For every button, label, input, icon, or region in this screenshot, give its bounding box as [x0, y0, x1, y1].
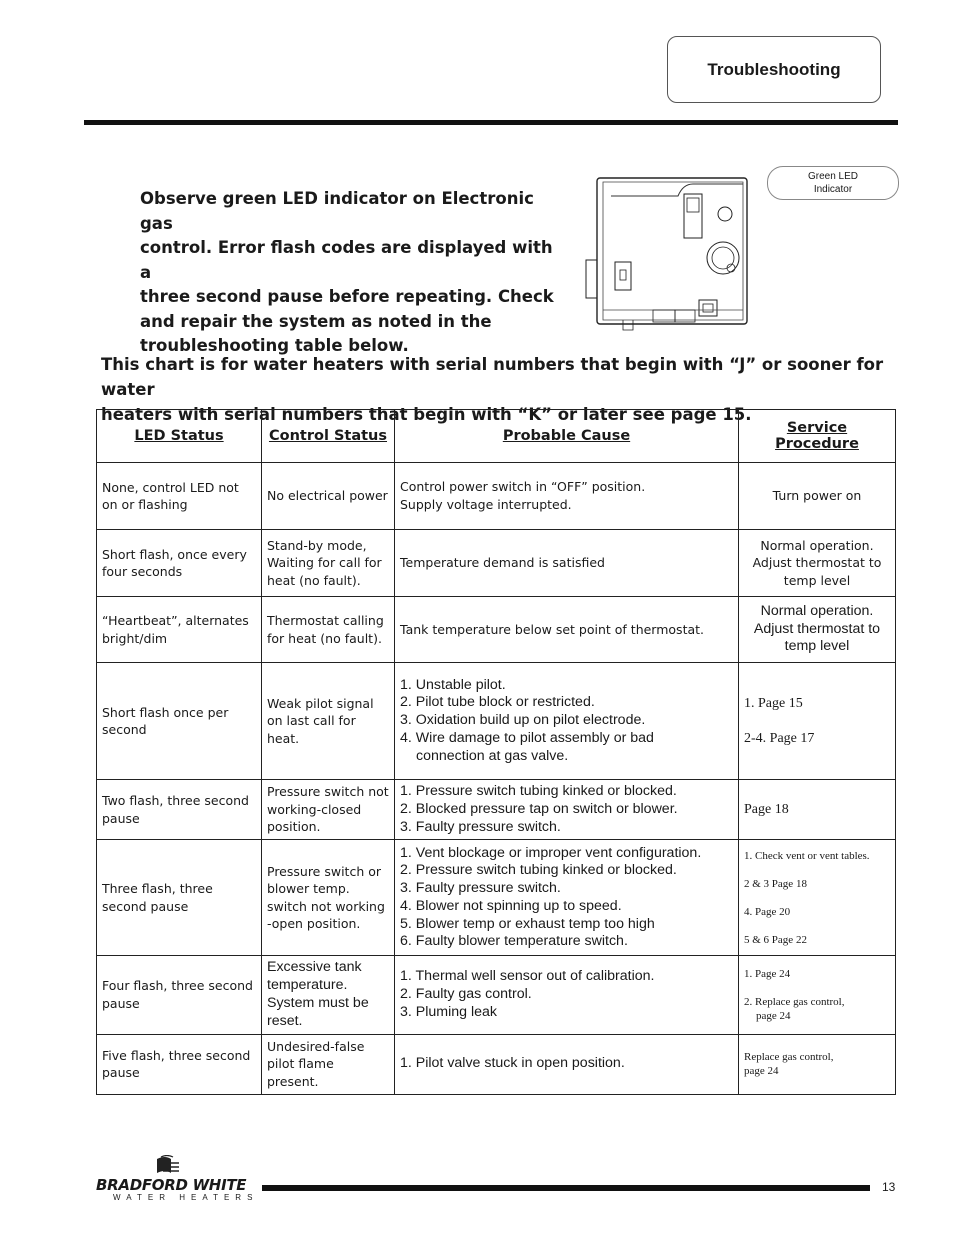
table-row	[97, 463, 896, 530]
header-service-line: Procedure	[775, 436, 859, 452]
cause-line: Control power switch in “OFF” position.	[400, 479, 646, 495]
led-status-cell: Four flash, three second pause	[97, 956, 262, 1034]
service-line: 4. Page 20	[744, 905, 791, 918]
service-line: Adjust thermostat to	[752, 555, 882, 571]
led-status-cell: “Heartbeat”, alternates bright/dim	[97, 597, 262, 663]
led-status-cell: Three flash, three second pause	[97, 840, 262, 956]
led-status-cell: None, control LED not on or flashing	[97, 463, 262, 530]
probable-cause-cell	[395, 530, 739, 597]
service-line: temp level	[784, 638, 850, 655]
intro-line: and repair the system as noted in the	[140, 311, 492, 331]
cause-line: 4. Blower not spinning up to speed.	[400, 897, 622, 914]
probable-cause-cell	[395, 663, 739, 780]
cause-line: 1. Pressure switch tubing kinked or blocked.	[400, 783, 677, 799]
control-status-cell: Undesired-false pilot flame present.	[262, 1034, 395, 1094]
intro-line: Observe green LED indicator on Electronic gas	[140, 189, 534, 233]
service-line: 2. Replace gas control,	[744, 995, 845, 1008]
service-line: Page 18	[744, 801, 789, 817]
cause-line: 6. Faulty blower temperature switch.	[400, 933, 628, 950]
cause-line: 1. Pilot valve stuck in open position.	[400, 1055, 625, 1072]
service-line: Replace gas control,	[744, 1051, 834, 1064]
led-status-cell: Five flash, three second pause	[97, 1034, 262, 1094]
control-status-cell: Pressure switch or blower temp. switch not working -open position.	[262, 840, 395, 956]
header-probable-cause: Probable Cause	[395, 410, 739, 463]
table-row	[97, 956, 896, 1034]
section-title: Troubleshooting	[707, 59, 841, 79]
cause-line: 3. Faulty pressure switch.	[400, 818, 561, 835]
probable-cause-cell	[395, 463, 739, 530]
probable-cause-cell	[395, 1034, 739, 1094]
service-line: 1. Check vent or vent tables.	[744, 849, 870, 862]
control-status-cell: Pressure switch not working-closed position.	[262, 780, 395, 840]
cause-line: 1. Thermal well sensor out of calibration.	[400, 968, 655, 985]
gas-control-illustration	[583, 174, 763, 334]
service-line: Turn power on	[772, 488, 862, 504]
control-status-cell: No electrical power	[262, 463, 395, 530]
brand-subtitle: WATER HEATERS	[113, 1193, 259, 1202]
table-header-row	[97, 410, 896, 463]
callout-text: Green LED	[807, 171, 859, 182]
intro-line: control. Error flash codes are displayed with a	[140, 238, 553, 282]
service-line: 2-4. Page 17	[744, 730, 815, 746]
chart-note-line: This chart is for water heaters with serial numbers that begin with “J” or sooner for water	[101, 355, 884, 399]
service-cell	[739, 663, 896, 780]
intro-paragraph	[140, 187, 560, 359]
cause-line: 2. Pressure switch tubing kinked or blocked.	[400, 862, 677, 879]
callout-text: Indicator	[813, 184, 853, 195]
cause-line: 3. Pluming leak	[400, 1003, 497, 1020]
cause-line: 1. Unstable pilot.	[400, 676, 506, 693]
cause-line: 3. Faulty pressure switch.	[400, 880, 561, 897]
chart-note-line: heaters with serial numbers that begin with “K” or later see page 15.	[101, 405, 752, 424]
control-status-cell: Thermostat calling for heat (no fault).	[262, 597, 395, 663]
led-status-cell: Short flash once per second	[97, 663, 262, 780]
service-line: 1. Page 15	[744, 695, 803, 711]
service-cell	[739, 1034, 896, 1094]
header-service-procedure	[739, 410, 896, 463]
service-line: 2 & 3 Page 18	[744, 877, 807, 890]
table-row	[97, 1034, 896, 1094]
cause-line: 2. Pilot tube block or restricted.	[400, 694, 595, 711]
cause-line: Tank temperature below set point of thermostat.	[400, 621, 705, 637]
service-line: 1. Page 24	[744, 967, 791, 980]
service-line: Adjust thermostat to	[753, 620, 881, 637]
service-line: page 24	[756, 1009, 791, 1022]
service-cell	[739, 780, 896, 840]
service-line: Normal operation.	[760, 537, 874, 553]
service-line: 5 & 6 Page 22	[744, 933, 807, 946]
service-line: Normal operation.	[760, 602, 874, 619]
service-cell	[739, 530, 896, 597]
service-line: temp level	[783, 572, 851, 588]
cause-line: Temperature demand is satisfied	[400, 555, 605, 571]
control-status-cell: Weak pilot signal on last call for heat.	[262, 663, 395, 780]
cause-line: 4. Wire damage to pilot assembly or bad	[400, 729, 654, 746]
cause-line: 2. Blocked pressure tap on switch or blower.	[400, 800, 678, 817]
header-rule	[84, 120, 898, 125]
header-led-status: LED Status	[97, 410, 262, 463]
intro-line: troubleshooting table below.	[140, 336, 409, 355]
intro-line: three second pause before repeating. Check	[140, 287, 554, 306]
control-status-cell: Excessive tank temperature. System must be reset.	[262, 956, 395, 1034]
cause-line: connection at gas valve.	[416, 747, 569, 764]
probable-cause-cell	[395, 780, 739, 840]
cause-line: 3. Oxidation build up on pilot electrode.	[400, 712, 646, 729]
service-cell	[739, 956, 896, 1034]
troubleshooting-table	[96, 409, 896, 1095]
probable-cause-cell	[395, 840, 739, 956]
table-row	[97, 597, 896, 663]
page-number: 13	[882, 1180, 896, 1194]
cause-line: 2. Faulty gas control.	[400, 986, 532, 1003]
header-service-line: Service	[786, 420, 848, 436]
led-status-cell: Short flash, once every four seconds	[97, 530, 262, 597]
section-tab	[667, 36, 881, 103]
table-row	[97, 530, 896, 597]
service-cell	[739, 463, 896, 530]
service-cell	[739, 840, 896, 956]
probable-cause-cell	[395, 597, 739, 663]
service-cell	[739, 597, 896, 663]
brand-name: BRADFORD WHITE	[96, 1176, 247, 1194]
table-row	[97, 780, 896, 840]
probable-cause-cell	[395, 956, 739, 1034]
cause-line: 1. Vent blockage or improper vent configuration.	[400, 844, 702, 861]
cause-line: Supply voltage interrupted.	[400, 497, 572, 512]
table-row	[97, 840, 896, 956]
green-led-callout	[767, 166, 899, 200]
led-status-cell: Two flash, three second pause	[97, 780, 262, 840]
table-row	[97, 663, 896, 780]
footer-rule	[262, 1185, 870, 1191]
control-status-cell: Stand-by mode, Waiting for call for heat (no fault).	[262, 530, 395, 597]
service-line: page 24	[744, 1065, 779, 1078]
header-control-status: Control Status	[262, 410, 395, 463]
cause-line: 5. Blower temp or exhaust temp too high	[400, 915, 655, 932]
